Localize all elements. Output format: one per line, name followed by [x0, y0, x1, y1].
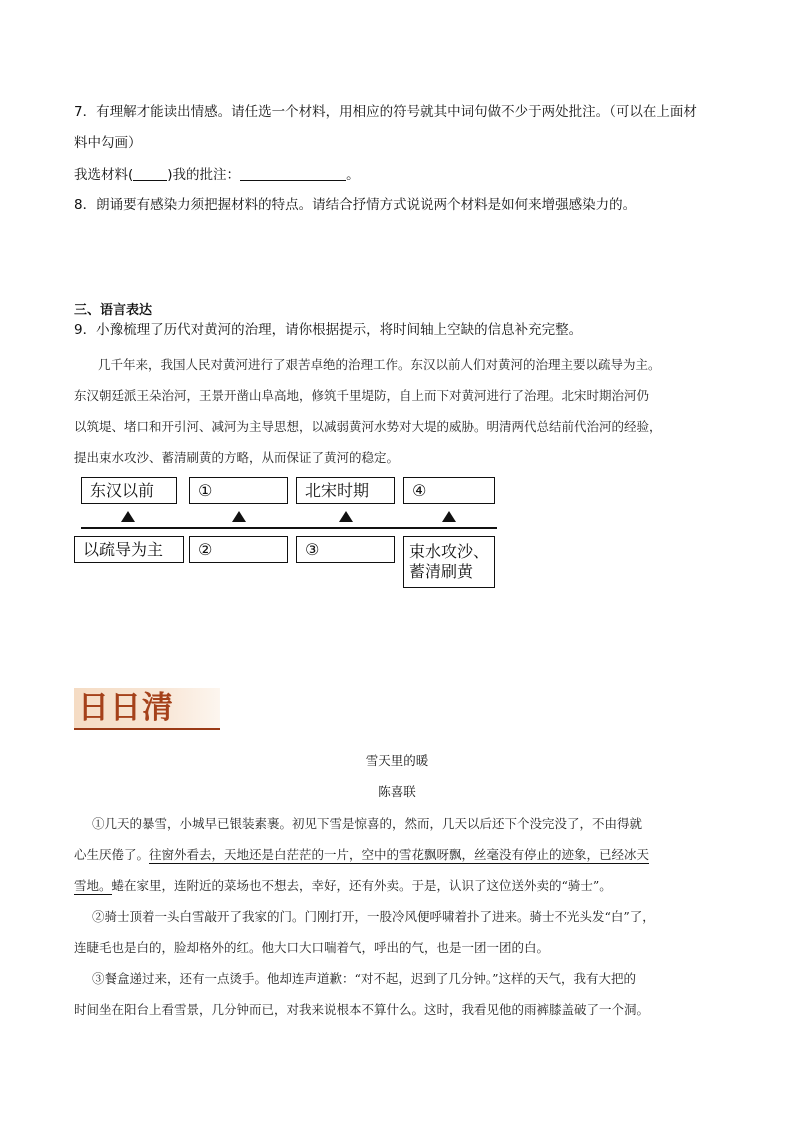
article-p3-line2: 时间坐在阳台上看雪景，几分钟而已，对我来说根本不算什么。这时，我看见他的雨裤膝盖破了一个洞。 [74, 1002, 650, 1017]
article-p1-line3-underlined: 雪地。 [74, 878, 112, 893]
article-p1-line1: ①几天的暴雪，小城早已银装素裹。初见下雪是惊喜的，然而，几天以后还下个没完没了，不由得就 [92, 816, 643, 831]
section-heading: 三、语言表达 [74, 303, 153, 318]
timeline-arrow-2 [232, 511, 246, 522]
timeline-top-box-4[interactable]: ④ [403, 477, 495, 504]
q9-prompt: 9．小豫梳理了历代对黄河的治理，请你根据提示，将时间轴上空缺的信息补充完整。 [74, 322, 583, 338]
article-p1-line2-plain: 心生厌倦了。 [74, 847, 150, 862]
annotation-blank[interactable] [240, 168, 346, 181]
timeline-top-box-2[interactable]: ① [189, 477, 288, 504]
timeline-bottom-box-2[interactable]: ② [189, 536, 288, 563]
timeline-top-box-3: 北宋时期 [296, 477, 395, 504]
article-p1-line3 [74, 876, 612, 894]
q7-line1: 7．有理解才能读出情感。请任选一个材料，用相应的符号就其中词句做不少于两处批注。（可以在上面材 [74, 104, 697, 120]
timeline-bottom-box-4-line2: 蓄清刷黄 [409, 562, 474, 581]
timeline-bottom-box-4 [403, 536, 495, 588]
timeline-top-box-1: 东汉以前 [81, 477, 177, 504]
article-p1-line3-plain: 蜷在家里，连附近的菜场也不想去，幸好，还有外卖。于是，认识了这位送外卖的“骑士”。 [111, 878, 612, 893]
q7-answer-line [74, 168, 360, 183]
material-blank[interactable] [133, 168, 167, 181]
daily-banner-underline [74, 728, 220, 730]
q9-para-line2: 东汉朝廷派王朵治河，王景开凿山阜高地，修筑千里堤防，自上而下对黄河进行了治理。北宋时期治河仍 [74, 388, 650, 403]
article-p3-line1: ③餐盒递过来，还有一点烫手。他却连声道歉：“对不起，迟到了几分钟。”这样的天气，我有大把的 [92, 971, 637, 986]
timeline-bottom-box-3[interactable]: ③ [296, 536, 395, 563]
q9-para-line3: 以筑堤、堵口和开引河、减河为主导思想，以减弱黄河水势对大堤的威胁。明清两代总结前代治河的经验， [74, 419, 662, 434]
q7-answer-prefix: 我选材料( [74, 167, 134, 183]
q7-answer-mid: )我的批注： [167, 167, 241, 183]
article-p2-line2: 连睫毛也是白的，脸却格外的红。他大口大口喘着气，呼出的气，也是一团一团的白。 [74, 940, 550, 955]
q7-answer-end: 。 [346, 167, 360, 183]
timeline-axis [81, 527, 497, 529]
article-p2-line1: ②骑士顶着一头白雪敲开了我家的门。门刚打开，一股冷风便呼啸着扑了进来。骑士不光头发“白”了， [92, 909, 655, 924]
article-author: 陈喜联 [378, 784, 416, 799]
timeline-arrow-4 [442, 511, 456, 522]
q9-para-line4: 提出束水攻沙、蓄清刷黄的方略，从而保证了黄河的稳定。 [74, 450, 400, 465]
timeline-bottom-box-4-line1: 束水攻沙、 [409, 542, 490, 561]
daily-banner-title: 日日清 [78, 690, 174, 726]
article-p1-line2-underlined: 往窗外看去，天地还是白茫茫的一片，空中的雪花飘呀飘，丝毫没有停止的迹象，已经冰天 [149, 847, 650, 862]
q8-line1: 8．朗诵要有感染力须把握材料的特点。请结合抒情方式说说两个材料是如何来增强感染力的。 [74, 197, 637, 213]
article-p1-line2 [74, 845, 649, 863]
timeline-arrow-3 [339, 511, 353, 522]
timeline-arrow-1 [121, 511, 135, 522]
timeline-bottom-box-1: 以疏导为主 [74, 536, 184, 563]
q9-para-line1: 几千年来，我国人民对黄河进行了艰苦卓绝的治理工作。东汉以前人们对黄河的治理主要以疏导为主。 [98, 357, 661, 372]
article-title: 雪天里的暖 [365, 753, 429, 768]
q7-line2: 料中勾画） [74, 135, 142, 151]
